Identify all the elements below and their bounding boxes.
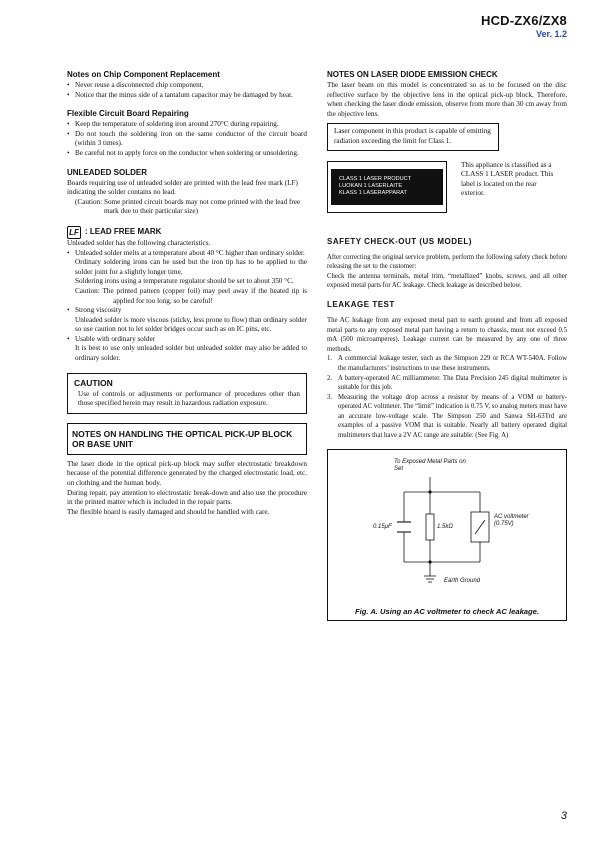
bullet-para: Soldering irons using a temperature regulator should be set to about 350 °C. (75, 277, 294, 286)
safety-heading: SAFETY CHECK-OUT (US MODEL) (327, 236, 472, 246)
list-item (67, 335, 307, 364)
laser-label-inner (331, 169, 443, 205)
voltmeter-needle (475, 520, 485, 534)
caution-box (67, 373, 307, 414)
page-number: 3 (560, 810, 567, 822)
laser-heading: NOTES ON LASER DIODE EMISSION CHECK (327, 70, 498, 79)
laser-warning: Laser component in this product is capable of emitting radiation exceeding the limit for Class 1. (334, 127, 491, 145)
unleaded-heading: UNLEADED SOLDER (67, 167, 148, 177)
caution-heading: CAUTION (74, 377, 113, 388)
bullet-text: Usable with ordinary solder (75, 334, 156, 343)
laser-label-line: CLASS 1 LASER PRODUCT (339, 176, 412, 183)
leadfree-list (67, 249, 307, 364)
laser-warning-box (327, 123, 499, 150)
lead-free-mark-icon: LF (67, 226, 81, 239)
item-number: 3. (327, 393, 333, 401)
optical-para: During repair, pay attention to electrostatic break-down and also use the procedure in the printed matter which is included in the repair parts. (67, 488, 307, 507)
safety-body: After correcting the original service problem, perform the following safety check before releasing the set to the customer: (327, 253, 567, 271)
leadfree-heading: : LEAD FREE MARK (85, 227, 162, 237)
list-item: • Notice that the minus side of a tantalum capacitor may be damaged by heat. (67, 91, 307, 101)
bullet-caution: Caution: The printed pattern (copper foil) may peel away if the heated tip is applied for too long, so be careful! (75, 286, 307, 305)
bullet-para: Unleaded solder is more viscous (sticky, less prone to flow) than ordinary solder so use caution not to let solder bridges occur such as on IC pins, etc. (75, 315, 307, 334)
junction-dot (428, 560, 431, 563)
junction-dot (428, 490, 431, 493)
chip-list (67, 81, 307, 100)
left-column (67, 70, 307, 517)
list-item: • Never reuse a disconnected chip component. (67, 81, 307, 91)
list-item (327, 393, 567, 441)
version-label: Ver. 1.2 (535, 29, 567, 39)
flex-list (67, 120, 307, 158)
list-item: • Keep the temperature of soldering iron around 270°C during repairing. (67, 120, 307, 130)
capacitor-label: 0.15μF (373, 523, 392, 530)
list-item (327, 354, 567, 373)
flex-heading: Flexible Circuit Board Repairing (67, 109, 189, 119)
resistor-body (426, 514, 434, 540)
unleaded-body: Boards requiring use of unleaded solder are printed with the lead free mark (LF) indicating the solder contains no lead. (67, 178, 298, 197)
leadfree-heading-row (67, 226, 307, 239)
bullet-text: Unleaded solder melts at a temperature about 40 °C higher than ordinary solder. (75, 248, 305, 257)
class1-laser-label (327, 161, 447, 213)
leakage-body: The AC leakage from any exposed metal part to earth ground and from all exposed metal parts to any exposed metal part having a return to chassis, must not exceed 0.5 mA (500 microamperes). Leakage current can be measured by any one of three methods. (327, 316, 567, 353)
laser-body: The laser beam on this model is concentrated so as to be focused on the disc reflective surface by the objective lens in the optical pick-up block. Therefore, when checking the laser diode emission, observe from more than 30 cm away from the objective lens. (327, 81, 567, 118)
leakage-list (327, 354, 567, 440)
bullet-para: It is best to use only unleaded solder but unleaded solder may also be added to ordinary solder. (75, 344, 307, 363)
model-title: HCD-ZX6/ZX8 (481, 13, 567, 28)
safety-body-2: Check the antenna terminals, metal trim, “metallized” knobs, screws, and all other exposed metal parts for AC leakage. Check leakage as described below. (327, 272, 567, 290)
optical-para: The laser diode in the optical pick-up block may suffer electrostatic breakdown because of the potential difference generated by the charged electrostatic load, etc. on clothing and the human body. (67, 459, 307, 488)
ground-label: Earth Ground (444, 577, 481, 584)
item-number: 2. (327, 374, 333, 382)
right-column (327, 70, 567, 621)
list-item: • Be careful not to apply force on the conductor when soldering or unsoldering. (67, 149, 307, 159)
figure-a (327, 449, 567, 621)
voltmeter-label: AC voltmeter (0.75V) (494, 513, 529, 527)
laser-label-row (327, 161, 567, 213)
optical-heading: NOTES ON HANDLING THE OPTICAL PICK-UP BLOCK OR BASE UNIT (72, 428, 293, 449)
item-text: A commercial leakage tester, such as the Simpson 229 or RCA WT-540A. Follow the manufacturers’ instructions to use these instruments. (338, 355, 567, 372)
list-item (67, 306, 307, 335)
optical-para: The flexible board is easily damaged and should be handled with care. (67, 507, 270, 516)
list-item (327, 374, 567, 393)
unleaded-caution: (Caution: Some printed circuit boards may not come printed with the lead free mark due to their particular size) (75, 197, 301, 216)
list-item: • Do not touch the soldering iron on the same conductor of the circuit board (within 3 times). (67, 130, 307, 149)
laser-label-line: KLASS 1 LASERAPPARAT (339, 190, 407, 197)
list-item (67, 249, 307, 307)
figure-caption: Fig. A. Using an AC voltmeter to check AC leakage. (355, 606, 539, 616)
optical-box (67, 423, 307, 455)
leakage-heading: LEAKAGE TEST (327, 299, 395, 309)
bullet-text: Strong viscosity (75, 306, 122, 315)
laser-label-line: LUOKAN 1 LASERLAITE (339, 183, 403, 190)
laser-note: This appliance is classified as a CLASS 1 LASER product. This label is located on the rear exterior. (461, 160, 554, 198)
caution-body: Use of controls or adjustments or performance of procedures other than those specified herein may result in hazardous radiation exposure. (78, 389, 300, 408)
bullet-para: Ordinary soldering irons can be used but the iron tip has to be applied to the solder joint for a slightly longer time. (75, 258, 307, 276)
item-number: 1. (327, 355, 333, 363)
resistor-label: 1.5kΩ (437, 523, 453, 530)
figure-top-label: To Exposed Metal Parts on Set (394, 458, 466, 472)
leadfree-intro: Unleaded solder has the following characteristics. (67, 238, 211, 247)
item-text: A battery-operated AC milliammeter. The Data Precision 245 digital multimeter is suitable for this job. (338, 374, 567, 392)
chip-heading: Notes on Chip Component Replacement (67, 70, 220, 79)
leakage-circuit-diagram (328, 450, 568, 620)
item-text: Measuring the voltage drop across a resistor by means of a VOM or battery-operated AC voltmeter. The “limit” indication is 0.75 V, so analog meters must have an accurate low-voltage scale. The Simpson 250 and Sanwa SH-63Trd are examples of a passive VOM that is suitable. Nearly all battery operated digital multimeters that have a 2V AC range are suitable. (See Fig. A) (338, 393, 567, 440)
